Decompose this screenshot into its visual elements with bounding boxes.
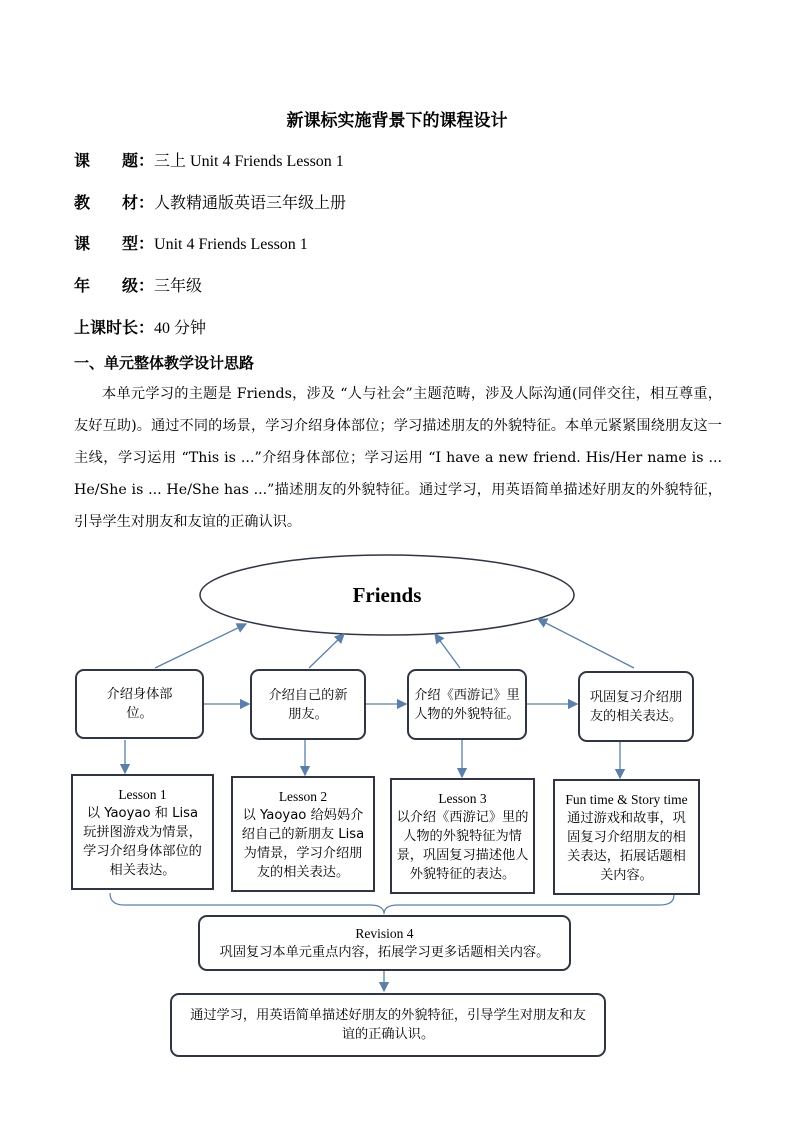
revision-text: 巩固复习本单元重点内容，拓展学习更多话题相关内容。 (219, 945, 550, 960)
topic-box-2: 介绍自己的新朋友。 (250, 669, 366, 740)
section-paragraph: 本单元学习的主题是 Friends，涉及 “人与社会”主题范畴，涉及人际沟通(同伴交往，相互尊重，友好互助)。通过不同的场景，学习介绍身体部位；学习描述朋友的外貌特征。本单元紧紧围绕朋友这一主线，学习运用 “This is ...”介绍身体部位；学习运用 “I have a new friend. His/Her name is ... He/She is ... He/She has ...”描述朋友的外貌特征。通过学习，用英语简单描述好朋友的外貌特征，引导学生对朋友和友谊的正确认识。 (74, 386, 722, 530)
lesson-title: Fun time & Story time (565, 791, 688, 807)
revision-title: Revision 4 (355, 926, 414, 941)
section-heading: 一、单元整体教学设计思路 (74, 354, 255, 372)
meta-value: Unit 4 Friends Lesson 1 (154, 236, 308, 253)
lesson-title: Lesson 2 (278, 788, 328, 804)
goal-box: 通过学习，用英语简单描述好朋友的外貌特征，引导学生对朋友和友谊的正确认识。 (170, 993, 606, 1057)
topic-box-3: 介绍《西游记》里人物的外貌特征。 (407, 669, 527, 740)
arrow-topic2-center (309, 634, 344, 668)
lessons-brace (110, 893, 674, 914)
lesson-text: 以介绍《西游记》里的人物的外貌特征为情景，巩固复习描述他人外貌特征的表达。 (396, 809, 529, 882)
lesson-box-1 (71, 774, 214, 890)
lesson-text: 以 Yaoyao 和 Lisa 玩拼图游戏为情景，学习介绍身体部位的相关表达。 (83, 805, 202, 878)
meta-value: 三年级 (154, 278, 203, 295)
document-title: 新课标实施背景下的课程设计 (286, 111, 508, 131)
lesson-box-3 (390, 778, 535, 894)
lesson-text: 通过游戏和故事，巩固复习介绍朋友的相关表达，拓展话题相关内容。 (567, 810, 686, 883)
meta-value: 40 分钟 (154, 320, 207, 337)
friends-center-label: Friends (352, 582, 422, 607)
revision-box (198, 915, 571, 971)
meta-value: 人教精通版英语三年级上册 (154, 195, 347, 212)
meta-value: 三上 Unit 4 Friends Lesson 1 (154, 153, 344, 170)
topic-box-4: 巩固复习介绍朋友的相关表达。 (578, 671, 694, 742)
lesson-box-2 (231, 776, 375, 892)
meta-label: 上课时长： (74, 318, 155, 337)
meta-label: 年 级： (74, 276, 155, 295)
lesson-text: 以 Yaoyao 给妈妈介绍自己的新朋友 Lisa 为情景，学习介绍朋友的相关表达。 (241, 807, 365, 880)
lesson-title: Lesson 1 (118, 786, 167, 802)
meta-label: 课 型： (74, 234, 155, 253)
meta-label: 课 题： (74, 151, 155, 170)
lesson-title: Lesson 3 (438, 790, 487, 806)
meta-label: 教 材： (74, 193, 155, 212)
arrow-topic3-center (435, 634, 460, 668)
lesson-box-4 (553, 779, 700, 895)
topic-box-1: 介绍身体部位。 (75, 669, 204, 739)
